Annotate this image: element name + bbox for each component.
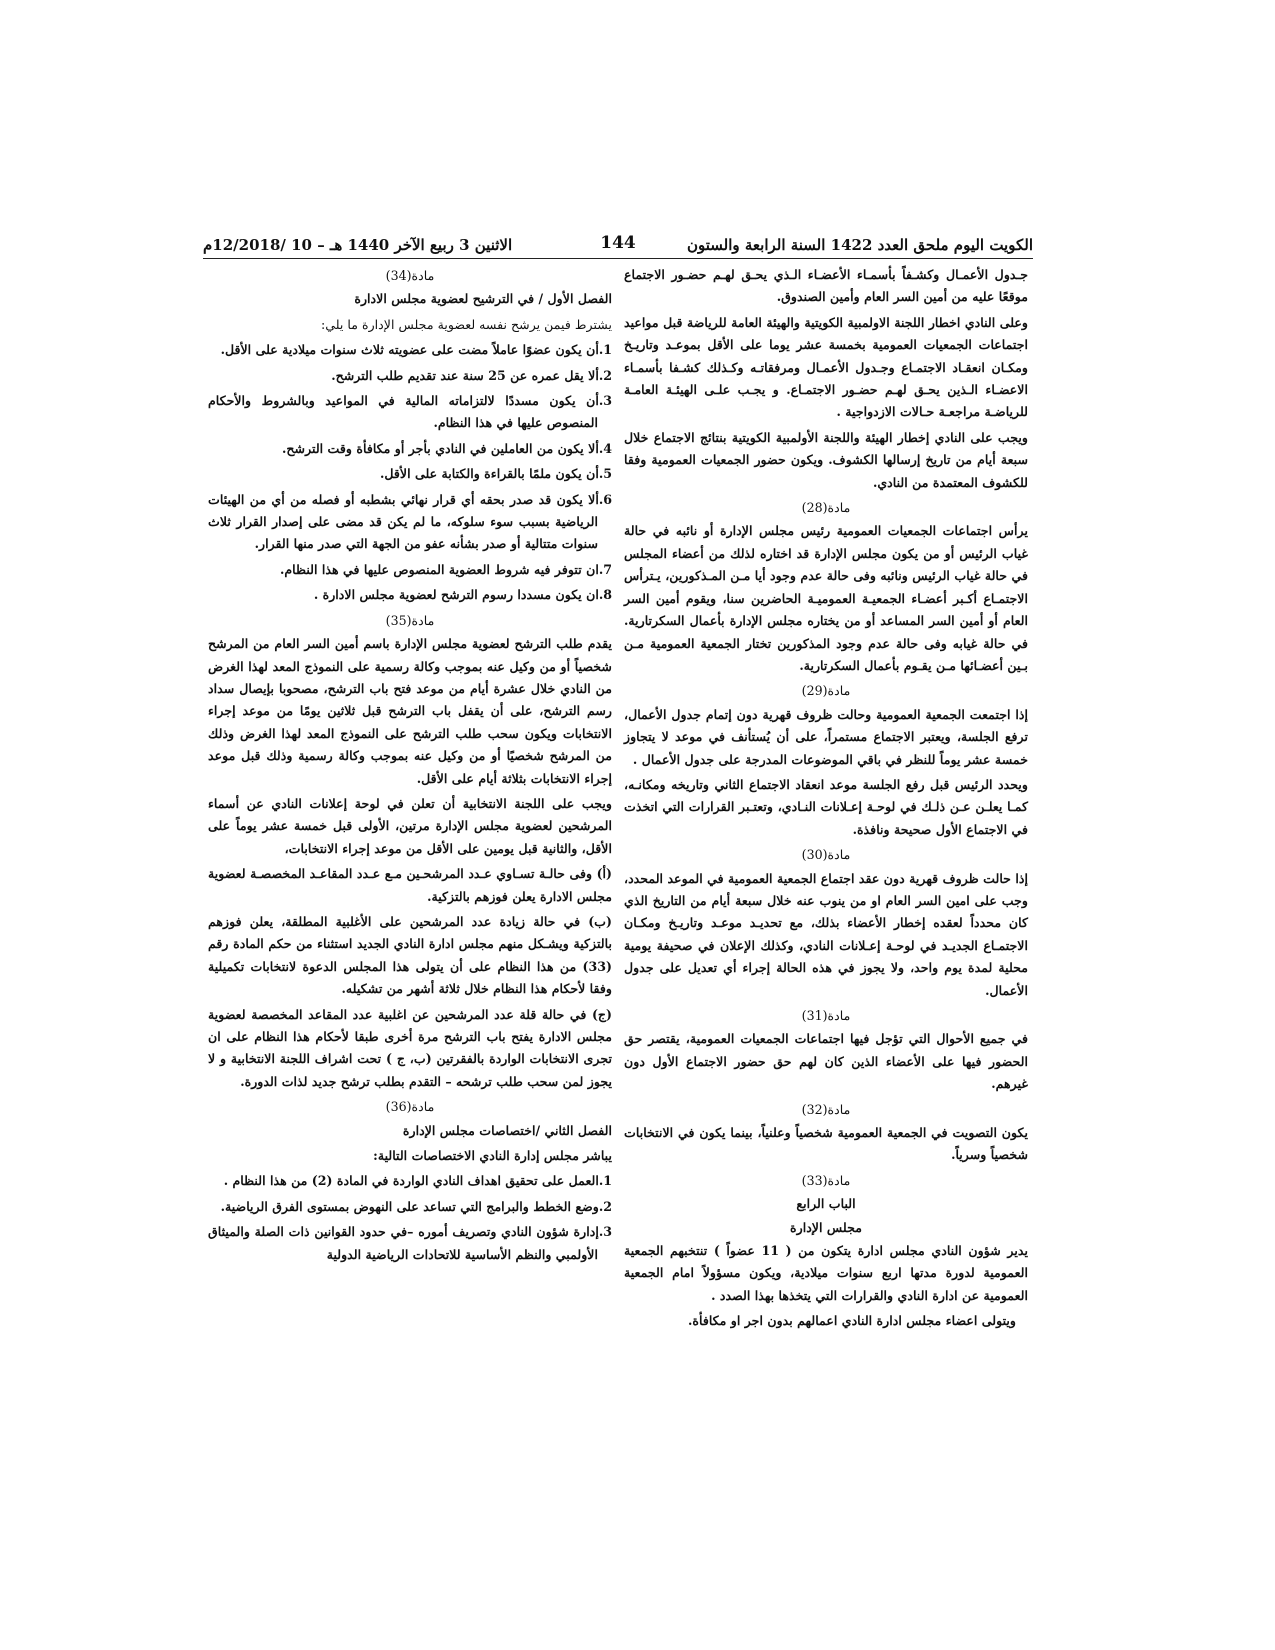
section-intro: يشترط فيمن يرشح نفسه لعضوية مجلس الإدارة ما يلي: [320,316,612,332]
article-heading-34: مادة(34) [385,268,435,283]
paragraph: ويجب على النادي إخطار الهيئة واللجنة الأولمبية الكويتية بنتائج الاجتماع خلال سبعة أيام من تاريخ إرسالها الكشوف. ويكون حضور الجمعيات العمومية وفقا للكشوف المعتمدة من النادي. [624,429,1028,490]
article-heading-31: مادة(31) [801,1008,851,1023]
page-number: 144 [600,233,636,253]
list-item: 3.أن يكون مسددًا لالتزاماته المالية في المواعيد وبالشروط والأحكام المنصوص عليها في هذا النظام. [208,393,612,431]
chapter-subheading: مجلس الإدارة [790,1219,862,1235]
article-heading-35: مادة(35) [385,612,435,628]
paragraph: إذا اجتمعت الجمعية العمومية وحالت ظروف قهرية دون إتمام جدول الأعمال، ترفع الجلسة، ويعتبر الاجتماع مستمراً، على أن يُستأنف في موعد لا يتجاوز خمسة عشر يوماً للنظر في باقي الموضوعات المدرجة على جدول الأعمال . [624,706,1028,767]
article-heading-32: مادة(32) [801,1101,851,1117]
section-heading: الفصل الثاني /اختصاصات مجلس الإدارة [402,1122,612,1138]
list-item: 3.إدارة شؤون النادي وتصريف أموره –في حدود القوانين ذات الصلة والميثاق الأولمبي والنظم الأساسية للاتحادات الرياضية الدولية [208,1224,612,1262]
article-heading-30: مادة(30) [801,847,851,863]
paragraph: ويتولى اعضاء مجلس ادارة النادي اعمالهم بدون اجر او مكافأة. [688,1313,1016,1329]
section-intro: يباشر مجلس إدارة النادي الاختصاصات التالية: [373,1148,612,1164]
paragraph: (ب) في حالة زيادة عدد المرشحين على الأغلبية المطلقة، يعلن فوزهم بالتزكية ويشـكل منهم مجلس ادارة النادي الجديد استثناء من حكم المادة رقم (33) من هذا النظام على أن يتولى هذا المجلس الدعوة لانتخابات تكميلية وفقا لأحكام هذا النظام خلال ثلاثة أشهر من تشكيله. [208,913,612,997]
paragraph: وعلى النادي اخطار اللجنة الاولمبية الكويتية والهيئة العامة للرياضة قبل مواعيد اجتماعات الجمعيات العمومية بخمسة عشر يوما على الأقل بموعـد وتاريـخ ومكـان انعقـاد الاجتمـاع وجـدول الأعمـال ومرفقاتـه وكـذلك كشـفا بأسمـاء الاعضـاء الـذين يحـق لهـم حضـور الاجتمـاع. و يجـب علـى الهيئـة العامـة للرياضـة مراجعـة حـالات الازدواجية . [624,314,1028,420]
list-item: 7.ان تتوفر فيه شروط العضوية المنصوص عليها في هذا النظام. [280,561,612,577]
section-heading: الفصل الأول / في الترشيح لعضوية مجلس الادارة [354,291,612,307]
list-item: 8.ان يكون مسددا رسوم الترشح لعضوية مجلس الادارة . [313,587,612,603]
list-item: 2.وضع الخطط والبرامج التي تساعد على النهوض بمستوى الفرق الرياضية. [220,1198,612,1214]
article-heading-36: مادة(36) [385,1099,435,1115]
paragraph: إذا حالت ظروف قهرية دون عقد اجتماع الجمعية العمومية في الموعد المحدد، وجب على امين السر العام او من ينوب عنه خلال سبعة أيام من التاريخ الذي كان محدداً لعقده إخطار الأعضاء بذلك، مع تحديـد موعـد وتاريـخ ومكـان الاجتمـاع الجديـد في لوحـة إعـلانات النادي، وكذلك الإعلان في صحيفة يومية محلية لمدة يوم واحد، ولا يجوز في هذه الحالة إجراء أي تعديل على جدول الأعمال. [624,870,1028,998]
list-item: 6.ألا يكون قد صدر بحقه أي قرار نهائي بشطبه أو فصله من أي من الهيئات الرياضية بسبب سوء سلوكه، ما لم يكن قد مضى على إصدار القرار ثلاث سنوات متتالية أو صدر بشأنه عفو من الجهة التي صدر منها القرار. [208,491,612,552]
header-rule [203,258,1033,259]
list-item: 1.العمل على تحقيق اهداف النادي الواردة في المادة (2) من هذا النظام . [223,1173,612,1189]
header-publication: الكويت اليوم ملحق العدد 1422 السنة الرابعة والستون [687,236,1033,254]
right-column [624,264,1028,1336]
paragraph: جـدول الأعمـال وكشـفاً بأسمـاء الأعضـاء الـذي يحـق لهـم حضـور الاجتماع موقعًا عليه من أمين السر العام وأمين الصندوق. [624,267,1028,305]
article-heading-33: مادة(33) [801,1172,851,1188]
list-item: 2.ألا يقل عمره عن 25 سنة عند تقديم طلب الترشح. [331,367,612,383]
list-item: 5.أن يكون ملمًا بالقراءة والكتابة على الأقل. [379,466,612,482]
paragraph: يكون التصويت في الجمعية العمومية شخصياً وعلنياً، بينما يكون في الانتخابات شخصياً وسرياً. [624,1125,1028,1163]
list-item: 1.أن يكون عضوًا عاملاً مضت على عضويته ثلاث سنوات ميلادية على الأقل. [220,342,612,358]
paragraph: (ج) في حالة قلة عدد المرشحين عن اغلبية عدد المقاعد المخصصة لعضوية مجلس الادارة يفتح باب الترشح مرة أخرى طبقا لأحكام هذا النظام على ان تجرى الانتخابات الواردة بالفقرتين (ب، ج ) تحت اشراف اللجنة الانتخابية و لا يجوز لمن سحب طلب ترشحه – التقدم بطلب ترشح جديد لذات الدورة. [208,1006,612,1089]
paragraph: يرأس اجتماعات الجمعيات العمومية رئيس مجلس الإدارة أو نائبه في حالة غياب الرئيس أو من يكون مجلس الإدارة قد اختاره لذلك من أعضاء المجلس في حالة غياب الرئيس ونائبه وفى حالة عدم وجود أيا مـن المـذكورين، يـترأس الاجتمـاع أكـبر أعضـاء الجمعيـة العموميـة الحاضرين سنا، ويقوم أمين السر العام أو أمين السر المساعد أو من يختاره مجلس الإدارة بأعمال السكرتارية. في حالة غيابه وفى حالة عدم وجود المذكورين تختار الجمعية العمومية مـن بـين أعضـائها مـن يقـوم بأعمال السكرتارية. [624,523,1028,673]
page-header [203,234,1033,256]
article-heading-29: مادة(29) [801,683,851,699]
paragraph: يقدم طلب الترشح لعضوية مجلس الإدارة باسم أمين السر العام من المرشح شخصياً أو من وكيل عنه بموجب وكالة رسمية على النموذج المعد لهذا الغرض من النادي خلال عشرة أيام من موعد فتح باب الترشح، مصحوبا بإيصال سداد رسم الترشح، على أن يقفل باب الترشح قبل ثلاثين يومًا من موعد إجراء الانتخابات ويكون سحب طلب الترشح على النموذج المعد لهذا الغرض وذلك من المرشح شخصيًا أو من وكيل عنه بموجب وكالة رسمية وذلك قبل موعد إجراء الانتخابات بثلاثة أيام على الأقل. [208,636,612,786]
chapter-heading: الباب الرابع [796,1196,856,1212]
left-column [208,264,612,1269]
list-item: 4.ألا يكون من العاملين في النادي بأجر أو مكافأة وقت الترشح. [282,440,612,456]
article-heading-28: مادة(28) [801,500,851,516]
paragraph: في جميع الأحوال التي تؤجل فيها اجتماعات الجمعيات العمومية، يقتصر حق الحضور فيها على الأعضاء الذين كان لهم حق حضور الاجتماع الأول دون غيرهم. [624,1031,1028,1092]
paragraph: يدير شؤون النادي مجلس ادارة يتكون من ( 11 عضواً ) تنتخبهم الجمعية العمومية لدورة مدتها اربع سنوات ميلادية، ويكون مسؤولاً امام الجمعية العمومية عن ادارة النادي والقرارات التي يتخذها بهذا الصدد . [624,1243,1028,1303]
paragraph: ويحدد الرئيس قبل رفع الجلسة موعد انعقاد الاجتماع الثاني وتاريخه ومكانـه، كمـا يعلـن عـن ذلـك في لوحـة إعـلانات النـادي، وتعتـبر القرارات التي اتخذت في الاجتماع الأول صحيحة ونافذة. [624,776,1028,837]
header-date: الاثنين 3 ربيع الآخر 1440 هـ – 10 /12/2018م [203,236,513,254]
paragraph: (أ) وفى حالـة تسـاوي عـدد المرشحـين مـع عـدد المقاعـد المخصصـة لعضوية مجلس الادارة يعلن فوزهم بالتزكية. [208,866,612,904]
paragraph: ويجب على اللجنة الانتخابية أن تعلن في لوحة إعلانات النادي عن أسماء المرشحين لعضوية مجلس الإدارة مرتين، الأولى قبل خمسة عشر يوماً على الأقل، والثانية قبل يومين على الأقل من موعد إجراء الانتخابات، [208,795,612,856]
